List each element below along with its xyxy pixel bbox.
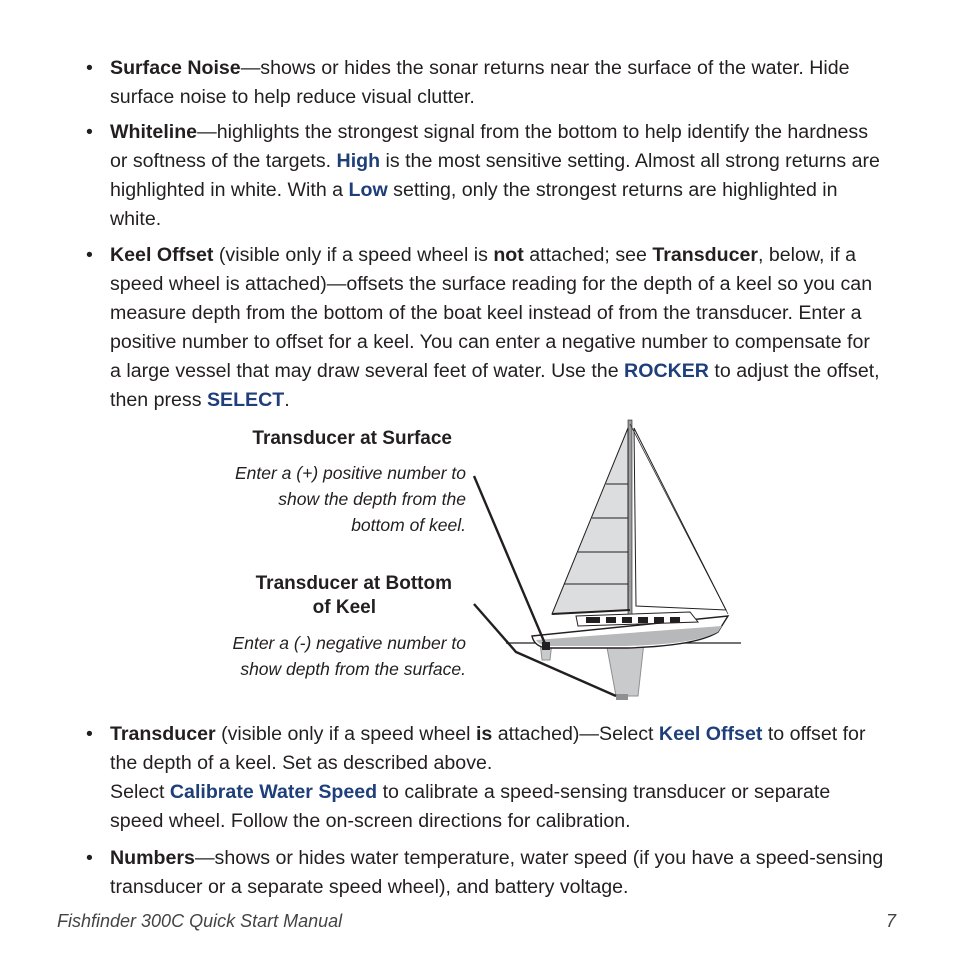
bullet-dot: • xyxy=(86,121,93,143)
keel-text-1: (visible only if a speed wheel is xyxy=(213,244,494,266)
numbers-text: —shows or hides water temperature, water speed (if you have a speed-sensing transducer or a separate speed wheel), and battery voltage. xyxy=(110,847,884,898)
bullet-keel-offset xyxy=(86,241,886,415)
term-whiteline: Whiteline xyxy=(110,121,198,143)
page-number: 7 xyxy=(886,911,897,931)
bullet-whiteline xyxy=(86,118,886,234)
option-high: High xyxy=(336,150,381,172)
bullet-dot: • xyxy=(86,723,93,745)
bullet-transducer xyxy=(86,720,886,836)
footer-title: Fishfinder 300C Quick Start Manual xyxy=(57,911,343,931)
porthole xyxy=(670,617,680,623)
caption-keel-heading-line2: of Keel xyxy=(312,597,376,618)
keel-text-5: . xyxy=(284,389,290,411)
bullet-dot: • xyxy=(86,847,93,869)
transducer-text-1: (visible only if a speed wheel xyxy=(215,723,476,745)
keel-transducer-ref: Transducer xyxy=(652,244,758,266)
sailboat-illustration xyxy=(466,414,756,704)
transducer-text-2: attached)—Select xyxy=(492,723,659,745)
bullet-dot: • xyxy=(86,57,93,79)
term-transducer: Transducer xyxy=(110,723,216,745)
porthole xyxy=(586,617,600,623)
keel-not: not xyxy=(493,244,524,266)
option-calibrate-water-speed: Calibrate Water Speed xyxy=(169,781,378,803)
surface-transducer-marker xyxy=(542,642,550,650)
porthole xyxy=(654,617,664,623)
term-surface-noise: Surface Noise xyxy=(110,57,241,79)
key-select: SELECT xyxy=(206,389,285,411)
key-rocker: ROCKER xyxy=(624,360,709,382)
bullet-dot: • xyxy=(86,244,93,266)
whiteline-text-2: is the most sensitive setting. Almost all strong returns are highlighted in white. With a xyxy=(110,150,880,201)
caption-surface-heading: Transducer at Surface xyxy=(252,428,452,449)
caption-keel-heading xyxy=(200,572,452,620)
transducer-text-4: Select xyxy=(110,781,170,803)
pointer-surface xyxy=(474,476,546,646)
caption-surface-desc: Enter a (+) positive number to show the depth from the bottom of keel. xyxy=(234,463,466,535)
transducer-text-5: to calibrate a speed-sensing transducer or separate speed wheel. Follow the on-screen directions for calibration. xyxy=(110,781,831,832)
mainsail xyxy=(552,428,628,614)
term-keel-offset: Keel Offset xyxy=(110,244,214,266)
keel-text-4: to adjust the offset, then press xyxy=(110,360,880,411)
surface-noise-text: —shows or hides the sonar returns near the surface of the water. Hide surface noise to help reduce visual clutter. xyxy=(110,57,850,108)
caption-keel-desc: Enter a (-) negative number to show depth from the surface. xyxy=(232,633,466,679)
whiteline-text-1: —highlights the strongest signal from the bottom to help identify the hardness or softness of the targets. xyxy=(110,121,869,172)
mast xyxy=(628,420,632,614)
porthole xyxy=(638,617,648,623)
caption-keel-heading-line1: Transducer at Bottom xyxy=(255,573,452,594)
porthole xyxy=(606,617,616,623)
option-low: Low xyxy=(348,179,388,201)
keel-text-3: , below, if a speed wheel is attached)—offsets the surface reading for the depth of a keel so you can measure depth from the bottom of the boat keel instead of from the transducer. Enter a positive number to offset for a keel. You can enter a negative number to compensate for a large vessel that may draw several feet of water. Use the xyxy=(110,244,873,382)
whiteline-text-3: setting, only the strongest returns are highlighted in white. xyxy=(110,179,838,230)
term-numbers: Numbers xyxy=(110,847,195,869)
keel xyxy=(606,642,644,696)
option-keel-offset: Keel Offset xyxy=(658,723,763,745)
keel-bulb xyxy=(616,694,628,700)
transducer-is: is xyxy=(475,723,493,745)
transducer-text-3: to offset for the depth of a keel. Set as described above. xyxy=(110,723,866,774)
keel-text-2: attached; see xyxy=(523,244,653,266)
bullet-numbers xyxy=(86,844,886,902)
bullet-surface-noise xyxy=(86,54,886,112)
porthole xyxy=(622,617,632,623)
